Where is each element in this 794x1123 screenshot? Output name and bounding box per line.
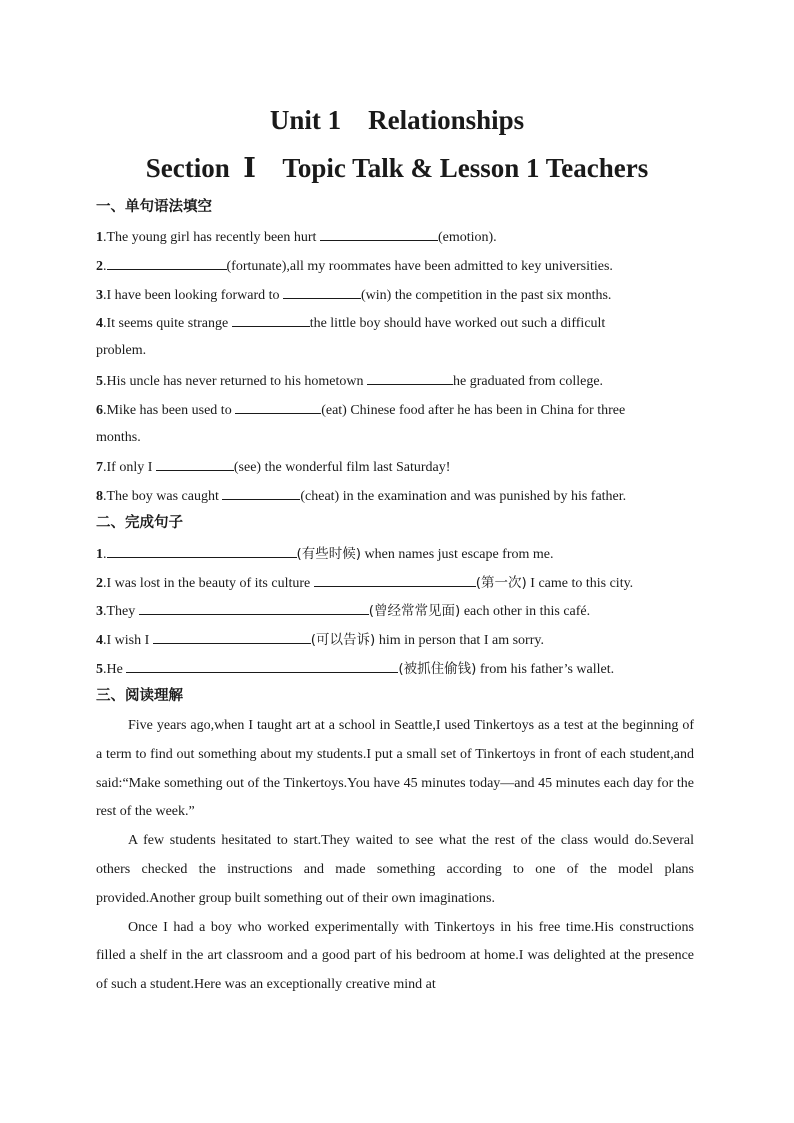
reading-paragraph-1: Five years ago,when I taught art at a school in Seattle,I used Tinkertoys as a test at the beginning of a term to find out something about my students.I put a small set of Tinkertoys in front of each student,and said:“Make something out of the Tinkertoys.You have 45 minutes today—and 45 minutes each day for the rest of the week.” [96,718,694,820]
answer-blank[interactable] [153,629,311,644]
answer-blank[interactable] [222,485,300,500]
exercise-1-8: 8.The boy was caught (cheat) in the examination and was punished by his father. [96,485,692,507]
reading-passage [96,712,694,1000]
exercise-2-4: 4.I wish I (可以告诉) him in person that I am sorry. [96,629,692,651]
exercise-2-2: 2.I was lost in the beauty of its culture (第一次) I came to this city. [96,572,692,594]
answer-blank[interactable] [107,255,227,270]
answer-blank[interactable] [232,312,310,327]
answer-blank[interactable] [314,572,476,587]
exercise-1-2: 2. (fortunate),all my roommates have been admitted to key universities. [96,255,692,277]
unit-title: Unit 1 Relationships [269,105,525,135]
exercise-1-6-cont: months. [96,430,141,445]
answer-blank[interactable] [367,370,453,385]
answer-blank[interactable] [139,600,369,615]
part1-heading: 一、单句语法填空 [96,199,212,215]
exercise-1-4: 4.It seems quite strange the little boy should have worked out such a difficult [96,312,692,334]
reading-paragraph-2: A few students hesitated to start.They waited to see what the rest of the class would do.Several others checked the instructions and made something according to one of the model plans provided.Another group built something out of their own imaginations. [96,833,694,906]
exercise-2-3: 3.They (曾经常常见面) each other in this café. [96,600,692,622]
answer-blank[interactable] [283,284,361,299]
answer-blank[interactable] [126,658,398,673]
answer-blank[interactable] [235,399,321,414]
answer-blank[interactable] [156,456,234,471]
exercise-1-7: 7.If only I (see) the wonderful film last Saturday! [96,456,692,478]
exercise-2-1: 1. (有些时候) when names just escape from me. [96,543,692,565]
exercise-1-4-cont: problem. [96,343,147,358]
exercise-1-6: 6.Mike has been used to (eat) Chinese food after he has been in China for three [96,399,692,421]
section-title: Section Ⅰ Topic Talk & Lesson 1 Teachers [145,153,649,183]
exercise-1-3: 3.I have been looking forward to (win) the competition in the past six months. [96,284,692,306]
part2-heading: 二、完成句子 [96,515,183,531]
exercise-1-5: 5.His uncle has never returned to his hometown he graduated from college. [96,370,692,392]
answer-blank[interactable] [107,543,297,558]
exercise-2-5: 5.He (被抓住偷钱) from his father’s wallet. [96,658,692,680]
answer-blank[interactable] [320,226,438,241]
part3-heading: 三、阅读理解 [96,688,183,704]
exercise-1-1: 1.The young girl has recently been hurt (emotion). [96,226,692,248]
reading-paragraph-3: Once I had a boy who worked experimentally with Tinkertoys in his free time.His constructions filled a shelf in the art classroom and a good part of his bedroom at home.I was delighted at the presence of such a student.Here was an exceptionally creative mind at [96,919,694,993]
